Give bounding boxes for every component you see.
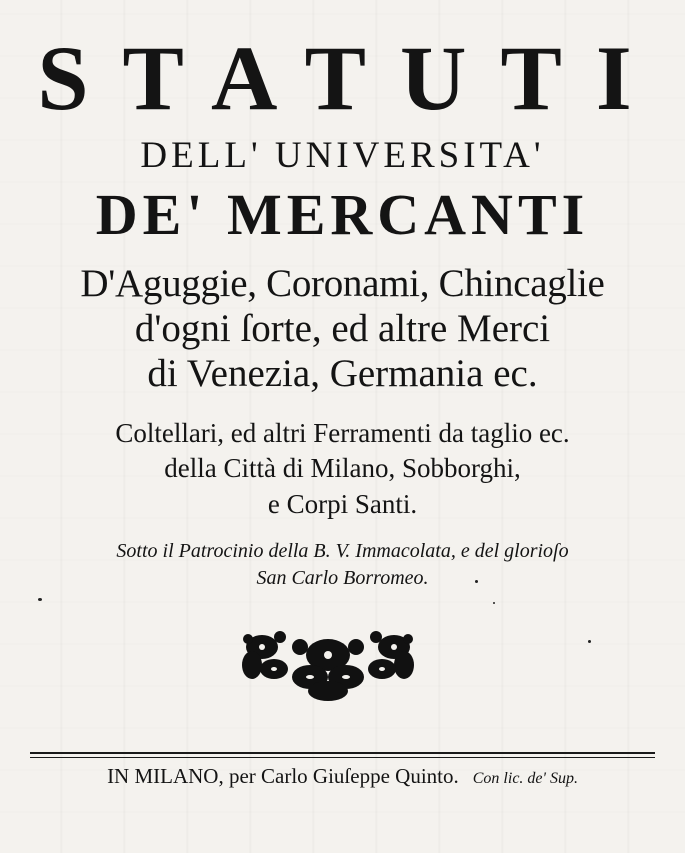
ink-speck	[475, 580, 478, 583]
ink-speck	[588, 640, 591, 643]
title-line-mercanti: DE' MERCANTI	[95, 182, 590, 247]
subtitle-line-3: di Venezia, Germania ec.	[147, 352, 538, 395]
ink-speck	[493, 602, 495, 604]
imprint-license: Con lic. de' Sup.	[472, 770, 578, 787]
trades-line-3: e Corpi Santi.	[267, 489, 418, 519]
title-line-universita: DELL' UNIVERSITA'	[140, 135, 545, 176]
imprint-rule-thin	[30, 757, 655, 758]
imprint-publisher: IN MILANO, per Carlo Giuſeppe Quinto.	[107, 764, 459, 788]
ink-speck	[38, 598, 42, 601]
main-title: STATUTI	[37, 27, 666, 129]
patronage-line-1: Sotto il Patrocinio della B. V. Immacolata, e del glorioſo	[116, 540, 569, 562]
floral-ornament-icon	[240, 625, 416, 705]
imprint-rule-thick	[30, 752, 655, 754]
trades-line-2: della Città di Milano, Sobborghi,	[164, 453, 521, 483]
trades-line-1: Coltellari, ed altri Ferramenti da taglio ec.	[115, 418, 570, 448]
subtitle-line-1: D'Aguggie, Coronami, Chincaglie	[80, 262, 605, 305]
subtitle-line-2: d'ogni ſorte, ed altre Merci	[134, 307, 551, 350]
patronage-line-2: San Carlo Borromeo.	[256, 567, 429, 589]
imprint-line	[30, 762, 655, 793]
